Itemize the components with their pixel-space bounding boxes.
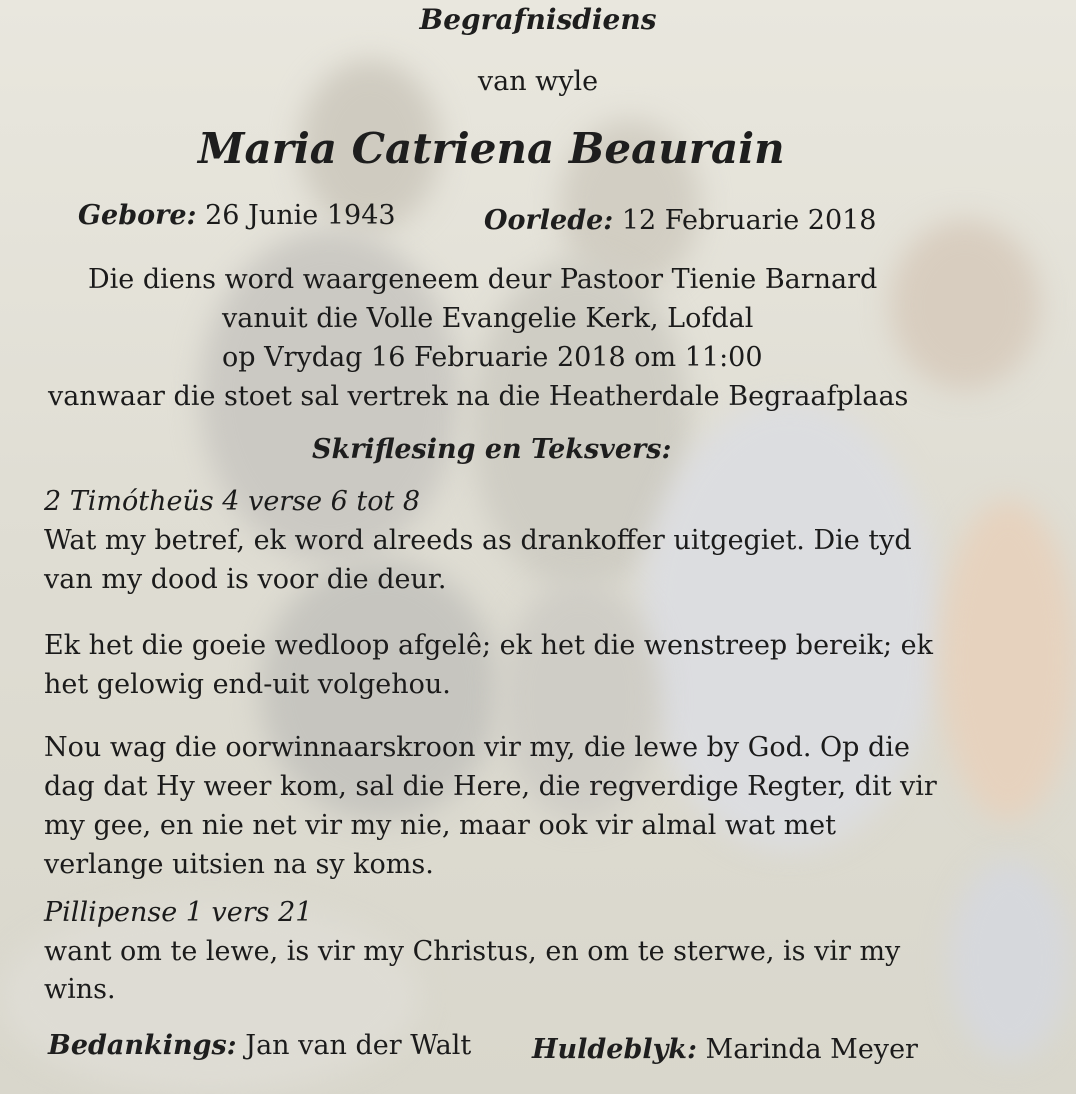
verse-line: Wat my betref, ek word alreeds as drankoffer uitgegiet. Die tyd bbox=[44, 525, 912, 556]
verse-line: verlange uitsien na sy koms. bbox=[44, 849, 434, 880]
verse-line: Nou wag die oorwinnaarskroon vir my, die lewe by God. Op die bbox=[44, 732, 910, 763]
tribute-label: Huldeblyk: bbox=[532, 1034, 697, 1065]
born-label: Gebore: bbox=[78, 200, 197, 231]
died-label: Oorlede: bbox=[484, 205, 614, 236]
verse-line: van my dood is voor die deur. bbox=[44, 564, 447, 595]
thanks-label: Bedankings: bbox=[48, 1030, 237, 1061]
service-line: vanwaar die stoet sal vertrek na die Heatherdale Begraafplaas bbox=[48, 381, 909, 412]
verse-line: wins. bbox=[44, 974, 116, 1005]
service-line: vanuit die Volle Evangelie Kerk, Lofdal bbox=[222, 303, 754, 334]
scripture-reference: 2 Timótheüs 4 verse 6 tot 8 bbox=[44, 486, 421, 517]
thanks-value: Jan van der Walt bbox=[245, 1030, 472, 1061]
late-label: van wyle bbox=[477, 66, 599, 97]
verse-line: want om te lewe, is vir my Christus, en om te sterwe, is vir my bbox=[44, 936, 901, 967]
scripture-heading: Skriflesing en Teksvers: bbox=[312, 434, 672, 465]
verse-line: het gelowig end-uit volgehou. bbox=[44, 669, 451, 700]
tribute bbox=[532, 1034, 918, 1065]
born-value: 26 Junie 1943 bbox=[205, 200, 396, 231]
scripture-reference: Pillipense 1 vers 21 bbox=[44, 897, 313, 928]
verse-line: Ek het die goeie wedloop afgelê; ek het die wenstreep bereik; ek bbox=[44, 630, 933, 661]
thanks bbox=[48, 1030, 471, 1061]
service-line: Die diens word waargeneem deur Pastoor Tienie Barnard bbox=[88, 264, 878, 295]
born-date bbox=[78, 200, 396, 231]
verse-line: my gee, en nie net vir my nie, maar ook vir almal wat met bbox=[44, 810, 837, 841]
died-value: 12 Februarie 2018 bbox=[621, 205, 877, 236]
died-date bbox=[484, 205, 876, 236]
tribute-value: Marinda Meyer bbox=[705, 1034, 918, 1065]
service-title: Begrafnisdiens bbox=[419, 3, 657, 36]
verse-line: dag dat Hy weer kom, sal die Here, die regverdige Regter, dit vir bbox=[44, 771, 937, 802]
service-line: op Vrydag 16 Februarie 2018 om 11:00 bbox=[222, 342, 763, 373]
deceased-name: Maria Catriena Beaurain bbox=[198, 124, 785, 173]
